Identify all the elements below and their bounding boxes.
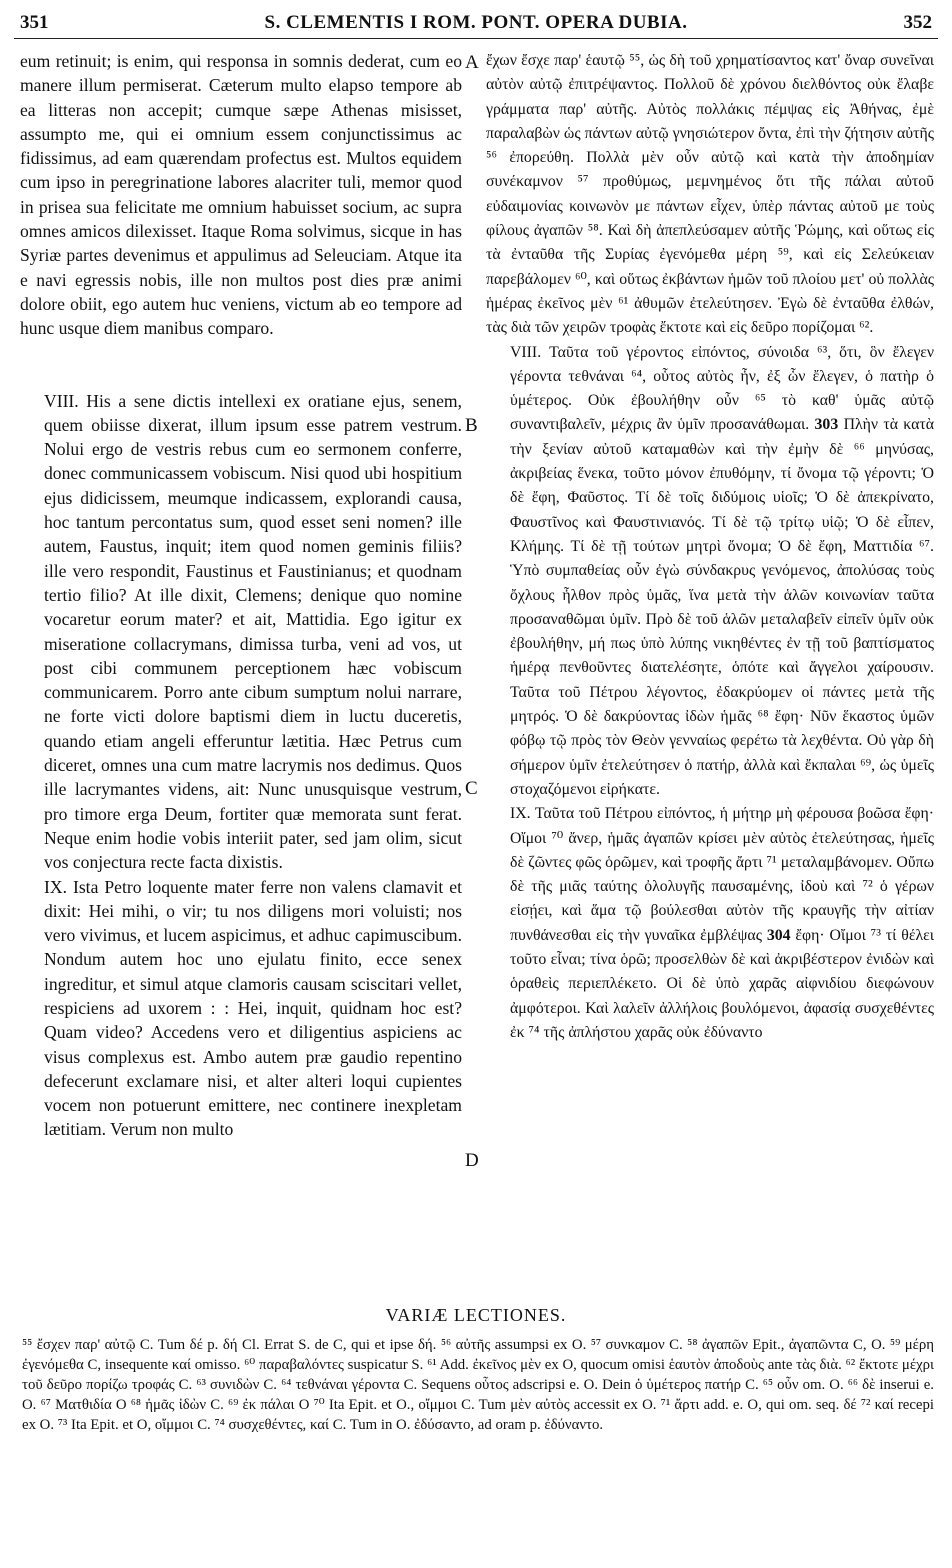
greek-viii-part-1: VIII. Ταῦτα τοῦ γέροντος εἰπόντος, σύνοιδα ⁶³, ὅτι, ὃν ἔλεγεν γέροντα τεθνάναι ⁶⁴, οὗτος αὐτὸς ἦν, ἐξ ὧν ἔλεγεν, ὁ πατὴρ ὁ ὑμέτερος. Οὐκ ἐβουλήθην οὖν ⁶⁵ τὸ καθ' ὑμᾶς αὐτῷ συναντιβαλεῖν, μέχρις ἂν ὑμῖν προσανάθωμαι. bbox=[510, 343, 934, 434]
latin-column bbox=[20, 49, 462, 1142]
running-header bbox=[14, 10, 938, 39]
greek-paragraph-viii bbox=[486, 341, 934, 803]
greek-column bbox=[486, 49, 934, 1045]
page-number-right: 352 bbox=[903, 12, 932, 33]
latin-paragraph-1: eum retinuit; is enim, qui responsa in somnis dederat, cum eo manere illum permiserat. Cæterum multo elapso tempore ab ea litteras non accepit; cumque sæpe Athenas misisset, assumpto me, qui ei omnium essem conjunctissimus ac fidissimus, ad eam quærendam profectus est. Multos equidem cum ipso in peregrinatione labores alacriter tuli, memor quod in prisea sua felicitate me omnium habuisset socium, ac supra omnes amicos dilexisset. Itaque Roma solvimus, sicque in has Syriæ partes devenimus et appulimus ad Seleuciam. Atque ita e navi egressis nobis, ille non multos post dies præ animi dolore obiit, ego autem huc veniens, victum ab eo tempore ad hunc usque diem manibus comparo. bbox=[20, 51, 462, 339]
variae-lectiones-notes: ⁵⁵ ἔσχεν παρ' αὐτῷ C. Tum δέ p. δή Cl. Errat S. de C, qui et ipse δή. ⁵⁶ αὐτῆς assumpsi ex O. ⁵⁷ συνκαμον C. ⁵⁸ ἀγαπῶν Epit., ἀγαπῶντα C, O. ⁵⁹ μέρη ἐγενόμεθα C, insequente καί omisso. ⁶⁰ παραβαλόντες suspicatur S. ⁶¹ Add. ἐκεῖνος μὲν ex O, quocum omisi ἑαυτὸν ἀποδοὺς ante τὰς διὰ. ⁶² ἔκτοτε μέχρι τοῦ δεῦρο πορίζω τροφάς C. ⁶³ συνιδὼν C. ⁶⁴ τεθνάναι γέροντα C. Sequens οὗτος adscripsi e. O. Dein ὁ ὑμέτερος πατήρ C. ⁶⁵ οὖν om. O. ⁶⁶ δὲ inserui e. O. ⁶⁷ Ματθιδία O ⁶⁸ ἡμᾶς ἰδὼν C. ⁶⁹ ἐκ πάλαι O ⁷⁰ Ita Epit. et O., οἴμμοι C. Tum μὲν αὐτὸς accessit ex O. ⁷¹ ἄρτι add. e. O, qui om. seq. δέ ⁷² καί recepi ex O. ⁷³ Ita Epit. et O, οἴμμοι C. ⁷⁴ συσχεθέντες, καί C. Tum in O. ἐδύσαντο, ad oram p. ἐδύναντο. bbox=[22, 1337, 934, 1433]
margin-letter-b: B bbox=[465, 415, 478, 436]
margin-letter-c: C bbox=[465, 778, 478, 799]
latin-paragraph-ix: IX. Ista Petro loquente mater ferre non valens clamavit et dixit: Hei mihi, o vir; tu nos diligens mori voluisti; nos vero vivimus, et lucem aspicimus, et adhuc capimuscibum. Nondum autem hoc uno ejulatu finito, ecce senex ingreditur, et simul atque clamoris causam sciscitari vellet, respiciens ad uxorem : : Hei, inquit, quidnam hoc est? Quam video? Accedens vero et diligentius aspiciens ac visus complexus est. Ambo autem præ gaudio repentino defecerunt exclamare nisi, et alter alteri loqui cupientes vocem non potuerunt emittere, nec continere inexpletam lætitiam. Verum non multo bbox=[44, 876, 462, 1140]
margin-letter-a: A bbox=[465, 52, 479, 73]
margin-letter-d: D bbox=[465, 1150, 479, 1171]
page-marker-304: 304 bbox=[766, 926, 791, 944]
latin-paragraph-viii: VIII. His a sene dictis intellexi ex oratiane ejus, senem, quem obiisse dixerat, illum ipsum esse patrem vestrum. Nolui ergo de vestris rebus cum eo sermonem conferre, donec communicassem vobiscum. Nisi quod ubi hospitium ejus didicissem, meumque indicassem, explorandi causa, hoc tantum percontatus sum, quod esset seni nomen? ille autem, Faustus, inquit; item quod nomen geminis filiis? ille vero respondit, Faustinus et Faustinianus; et quodnam tertio filio? At ille dixit, Clemens; denique quo nomine vocaretur eorum mater? et ait, Mattidia. Ego igitur ex miseratione collacrymans, dimissa turba, veni ad vos, ut post cibi communem perceptionem hæc vobiscum communicarem. Porro ante cibum sumptum nolui narrare, ne forte victi dolore baptismi diem in luctu duceretis, quando etiam angeli efferuntur lætitia. Hæc Petrus cum diceret, omnes una cum matre lacrymis nos dedimus. Quos ille lacrymantes videns, ait: Nunc unusquisque vestrum, pro timore erga Deum, fortiter quæ memorata sunt ferat. Neque enim hodie vobis interiit pater, sed jam olim, sicut vos conjectura recte facta dixistis. bbox=[44, 390, 462, 873]
page-number-left: 351 bbox=[20, 12, 49, 33]
greek-ix-part-2: ἔφη· Οἴμοι ⁷³ τί θέλει τοῦτο εἶναι; τίνα ὁρῶ; προσελθὼν δὲ καὶ ἀκριβέστερον ἐνιδὼν καὶ ὁραθεὶς περιεπλέκετο. Οἱ δὲ ὑπὸ χαρᾶς αἰφνιδίου διεφώνουν ἀμφότεροι. Καὶ λαλεῖν ἀλλήλοις βουλόμενοι, ἀφασίᾳ συσχεθέντες ἐκ ⁷⁴ τῆς ἀπλήστου χαρᾶς οὐκ ἐδύναντο bbox=[510, 926, 935, 1041]
greek-paragraph-ix bbox=[486, 802, 934, 1045]
greek-viii-part-2: Πλὴν τὰ κατὰ τὴν ξενίαν αὐτοῦ καταμαθὼν καὶ τὴν ἐμὴν δὲ ⁶⁶ μηνύσας, ἀκριβείας ἕνεκα, τοῦτο μόνον ἐπυθόμην, τί ὄνομα τῷ γέροντι; Ὁ δὲ ἔφη, Φαῦστος. Τί δὲ τοῖς διδύμοις υἱοῖς; Ὁ δὲ ἀπεκρίνατο, Φαυστῖνος καὶ Φαυστινιανός. Τί δὲ τῷ τρίτῳ υἱῷ; Ὁ δὲ εἶπεν, Κλήμης. Τί δὲ τῇ τούτων μητρὶ ὄνομα; Ὁ δὲ ἔφη, Ματτιδία ⁶⁷. Ὑπὸ συμπαθείας οὖν ἐγὼ σύνδακρυς γενόμενος, ἀπολύσας τοὺς ὄχλους ἦλθον πρὸς ὑμᾶς, ἵνα μετὰ τὴν ἁλῶν κοινωνίαν ταῦτα προσαναθῶμαι ὑμῖν. Πρὸ δὲ τοῦ ἁλῶν μεταλαβεῖν εἰπεῖν ὑμῖν οὐκ ἐβουλήθην, μή πως ὑπὸ λύπης νικηθέντες ἐν τῇ τοῦ βαπτίσματος ἡμέρᾳ πενθοῦντες διατελέσητε, ὁπότε καὶ ἄγγελοι χαίρουσιν. Ταῦτα τοῦ Πέτρου λέγοντος, ἐδακρύομεν οἱ πάντες μετὰ τῆς μητρός. Ὁ δὲ δακρύοντας ἰδὼν ἡμᾶς ⁶⁸ ἔφη· Νῦν ἕκαστος ὑμῶν φόβῳ τῷ πρὸς τὸν Θεὸν γενναίως φερέτω τὰ λεχθέντα. Οὐ γὰρ δὴ σήμερον ὑμῖν ἐτελεύτησεν ὁ πατήρ, ἀλλὰ καὶ ἔκπαλαι ⁶⁹, ὡς ὑμεῖς στοχαζόμενοι εἰρήκατε. bbox=[510, 416, 935, 798]
page-marker-303: 303 bbox=[814, 416, 839, 434]
greek-ix-part-1: IX. Ταῦτα τοῦ Πέτρου εἰπόντος, ἡ μήτηρ μὴ φέρουσα βοῶσα ἔφη· Οἴμοι ⁷⁰ ἄνερ, ἡμᾶς ἀγαπῶν κρίσει μὲν αὐτὸς ἐτελεύτησας, ἡμεῖς δὲ ζῶντες φῶς ὁρῶμεν, καὶ τροφῆς ἄρτι ⁷¹ μεταλαμβάνομεν. Οὔπω δὲ τῆς μιᾶς ταύτης ὀλολυγῆς παυσαμένης, ἰδοὺ καὶ ⁷² ὁ γέρων εἰσῄει, καὶ ἅμα τῷ βούλεσθαι αὐτὸν τῆς κραυγῆς τὴν αἰτίαν πυνθάνεσθαι εἰς τὴν γυναῖκα ἐμβλέψας bbox=[510, 805, 934, 944]
greek-paragraph-1: ἔχων ἔσχε παρ' ἑαυτῷ ⁵⁵, ὡς δὴ τοῦ χρηματίσαντος κατ' ὄναρ συνεῖναι αὐτὸν αὐτῷ ἐπιτρέψαντος. Πολλοῦ δὲ χρόνου διελθόντος οὐκ ἔλαβε γράμματα παρ' αὐτῆς. Αὐτὸς πολλάκις πέμψας εἰς Ἀθήνας, ἐμὲ παραλαβὼν ὡς πάντων αὐτῷ γνησιώτερον ὄντα, ἐπὶ τὴν ζήτησιν αὐτῆς ⁵⁶ ἐπορεύθη. Πολλὰ μὲν οὖν αὐτῷ καὶ κατὰ τὴν ἀποδημίαν συνέκαμνον ⁵⁷ προθύμως, μεμνημένος ὅτι τῆς πάλαι αὐτοῦ εὐδαιμονίας κοινωνὸν με πάντων εἶχεν, ὑπὲρ πάντας αὐτοῦ με τοὺς φίλους ἀγαπῶν ⁵⁸. Καὶ δὴ ἀπεπλεύσαμεν αὐτῆς Ῥώμης, καὶ οὕτως εἰς τὰ ἐνταῦθα τῆς Συρίας ἐγενόμεθα μέρη ⁵⁹, καὶ εἰς Σελεύκειαν παρεβάλομεν ⁶⁰, καὶ οὕτως ἐκβάντων ἡμῶν τοῦ πλοίου μετ' οὐ πολλὰς ἡμέρας ἐκεῖνος μὲν ⁶¹ ἀθυμῶν ἐτελεύτησεν. Ἐγὼ δὲ ἐνταῦθα ἐλθών, τὰς διὰ τῶν χειρῶν τροφὰς ἔκτοτε καὶ εἰς δεῦρο πορίζομαι ⁶². bbox=[486, 52, 934, 337]
paragraph-gap bbox=[20, 341, 462, 389]
variae-lectiones-title: VARIÆ LECTIONES. bbox=[385, 1305, 567, 1325]
running-title: S. CLEMENTIS I ROM. PONT. OPERA DUBIA. bbox=[264, 12, 688, 33]
